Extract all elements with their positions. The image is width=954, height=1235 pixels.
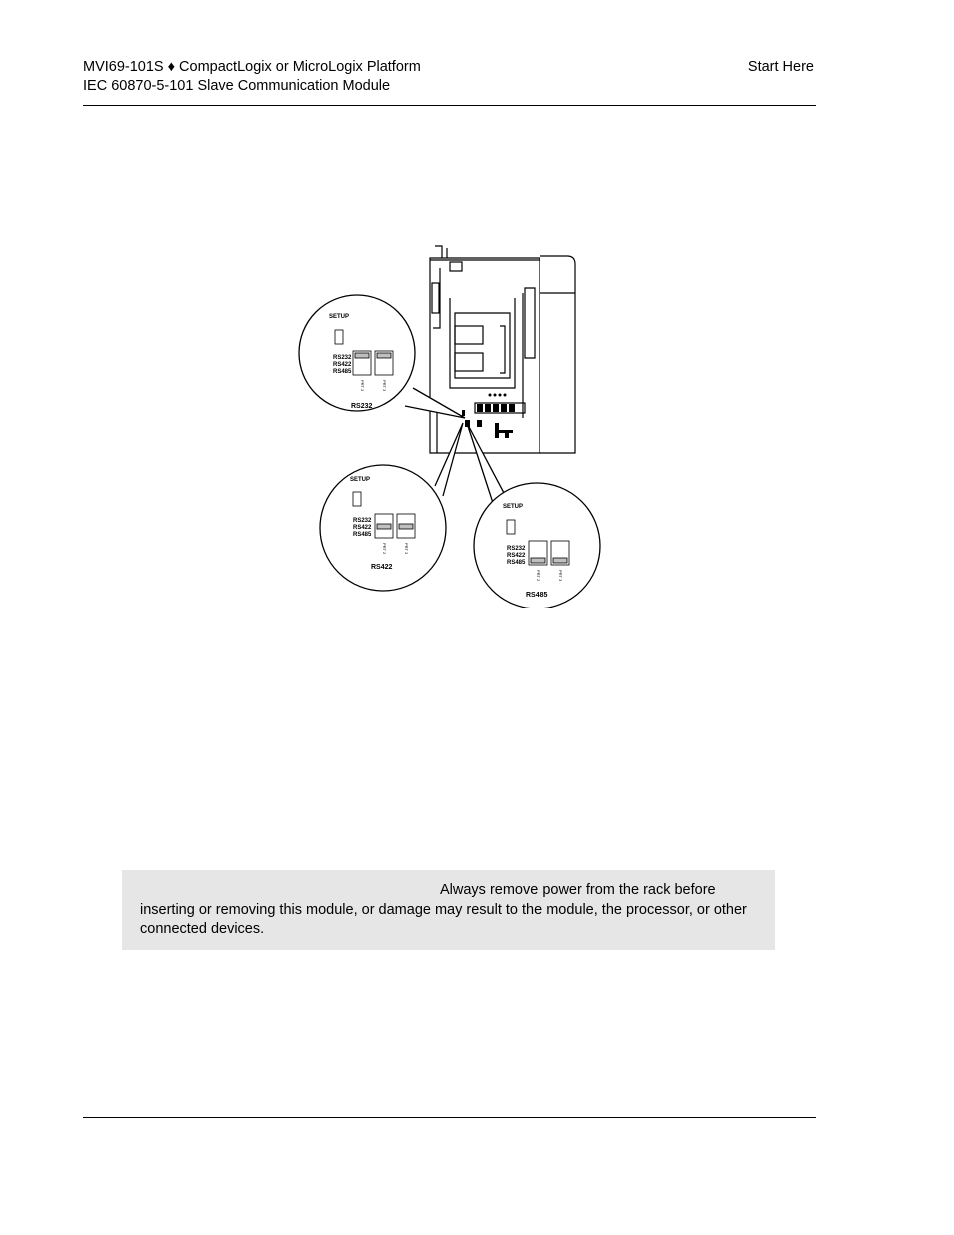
- note-line-2: inserting or removing this module, or damage may result to the module, the processor, or other connected devices.: [140, 901, 747, 937]
- mode-label-rs485-a: RS485: [333, 369, 352, 375]
- mode-label-rs422-c: RS422: [507, 553, 526, 559]
- module-illustration: [295, 238, 605, 608]
- setup-label-rs232-callout: SETUP: [329, 314, 350, 320]
- callout-label-rs232: RS232: [351, 403, 373, 410]
- caution-note: [122, 870, 775, 950]
- header-rule: [83, 105, 816, 106]
- mode-label-rs232-b: RS232: [353, 518, 372, 524]
- mode-label-rs485-c: RS485: [507, 560, 526, 566]
- port-label-prt3-a: PRT 3: [382, 380, 387, 392]
- mode-label-rs422-b: RS422: [353, 525, 372, 531]
- header-section: Start Here: [747, 59, 814, 75]
- port-label-prt2-c: PRT 2: [536, 570, 541, 582]
- mode-label-rs232-a: RS232: [333, 355, 352, 361]
- port-label-prt3-b: PRT 3: [404, 543, 409, 555]
- jumper-diagram: [295, 238, 605, 608]
- port-label-prt2-a: PRT 2: [360, 380, 365, 392]
- header-left: [83, 58, 421, 96]
- setup-label-rs422-callout: SETUP: [350, 477, 371, 483]
- footer-rule: [83, 1117, 816, 1118]
- callout-label-rs485: RS485: [526, 592, 548, 599]
- mode-label-rs232-c: RS232: [507, 546, 526, 552]
- mode-label-rs485-b: RS485: [353, 532, 372, 538]
- mode-label-rs422-a: RS422: [333, 362, 352, 368]
- header-subtitle: IEC 60870-5-101 Slave Communication Module: [83, 78, 391, 94]
- callout-label-rs422: RS422: [371, 564, 393, 571]
- header-title: MVI69-101S ♦ CompactLogix or MicroLogix Platform: [83, 59, 421, 75]
- port-label-prt3-c: PRT 3: [558, 570, 563, 582]
- setup-label-rs485-callout: SETUP: [503, 504, 524, 510]
- note-line-1: Always remove power from the rack before: [440, 882, 716, 898]
- port-label-prt2-b: PRT 2: [382, 543, 387, 555]
